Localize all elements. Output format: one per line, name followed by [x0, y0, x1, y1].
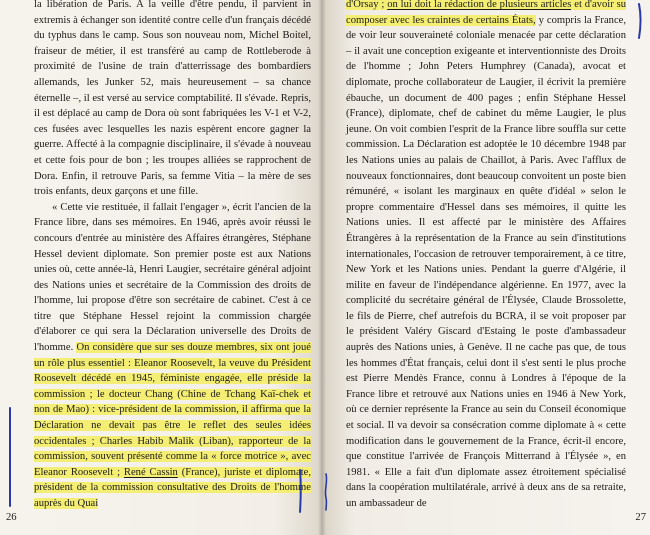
left-page-number: 26: [6, 512, 17, 523]
left-margin-line-mark: [9, 407, 11, 507]
right-margin-bracket-mark: [634, 2, 646, 42]
left-highlight-underlined: René Cassin: [123, 466, 178, 478]
right-paragraph-1-text: y compris la France, de voir leur souveraineté coloniale menacée par cette déclaration – il avait une conception exigeante et interventionniste des Droits de l'homme ; John Peters Humphrey (Canada), avocat et diplomate, proche collaborateur de Laugier, il écrivit la première ébauche, un document de 400 pages ; enfin Stéphane Hessel (France), diplomate, chef de cabinet du même Laugier, le plus jeune. On voit combien l'esprit de la France libre souffla sur cette commission. La Déclaration est adoptée le 10 décembre 1948 par les Nations unies au palais de Chaillot, à Paris. Avec l'afflux de nouveaux fonctionnaires, dont beaucoup convoitent un poste bien rémunéré, « isolant les marginaux en quête d'idéal » selon le propre commentaire d'Hessel dans ses mémoires, il quitte les Nations unies. Il est affecté par le ministère des Affaires Étrangères à la représentation de la France au sein d'institutions internationales, l'occasion de retrouver temporairement, à ce titre, New York et les Nations unies. Pendant la guerre d'Algérie, il milite en faveur de l'indépendance algérienne. En 1977, avec la complicité du secrétaire général de l'Élysée, Claude Brossolette, le fils de Pierre, chef autrefois du BCRA, il se voit proposer par le président Valéry Giscard d'Estaing le poste d'ambassadeur auprès des Nations unies, à Genève. Il ne cache pas que, de tous les hommes d'État français, celui dont il s'est senti le plus proche est Pierre Mendès France, connu à Londres à l'époque de la France libre et retrouvé aux Nations unies en 1946 à New York, où ce dernier représente la France au sein du Conseil économique et social. Il va devoir sa consécration comme diplomate à « cette modification dans le gouvernement de la France, écrit-il encore, que constitue l'arrivée de François Mitterrand à l'Élysée », en 1981. « Elle a fait d'un diplomate assez étroitement spécialisé dans la coopération multilatérale, arrivé à deux ans de sa retraite, un ambassadeur de: [346, 14, 626, 509]
right-margin-bracket-mark: [294, 468, 306, 516]
right-page-number: 27: [635, 512, 646, 523]
book-gutter: [318, 0, 326, 535]
right-highlight-underlined: on lui doit la rédaction de plusieurs articles: [387, 0, 572, 10]
left-page-text: [34, 0, 311, 512]
right-highlight-b: et d'avoir su composer avec les craintes de certains États,: [346, 0, 626, 26]
right-page: [322, 0, 650, 535]
left-paragraph-1: la libération de Paris. A la veille d'être pendu, il parvient in extremis à échanger son identité contre celle d'un français décédé du typhus dans le camp. Sous son nouveau nom, Michel Boitel, fraiseur de métier, il est transféré au camp de Rottleberode à proximité de l'usine de train d'atterrissage des bombardiers allemands, les Junker 52, mais heureusement – sa chance éternelle –, il est versé au service comptabilité. Il s'évade. Repris, il est déplacé au camp de Dora où sont fabriquées les V-1 et V-2, ces fusées avec lesquelles les nazis espèrent encore gagner la guerre. Affecté à la compagnie disciplinaire, il s'évade à nouveau et cette fois pour de bon ; les troupes alliées se rapprochent de Dora. Enfin, il retrouve Paris, sa femme Vitia – la mère de ses trois enfants, deux garçons et une fille.: [34, 0, 311, 198]
right-paragraph-1: [346, 0, 626, 512]
right-highlight-a: d'Orsay ;: [346, 0, 388, 10]
left-page: [0, 0, 322, 535]
left-highlight-b: (France), juriste et diplomate, président de la commission consultative des Droits de l'homme auprès du Quai: [34, 466, 312, 509]
right-page-text: [346, 0, 626, 512]
left-highlight-a: On considère que sur ses douze membres, six ont joué un rôle plus essentiel : Eleanor Roosevelt, la veuve du Président Roosevelt décédé en 1945, féministe engagée, elle préside la commission ; le docteur Chang (Chine de Tchang Kaï-chek et non de Mao) : vice-président de la commission, il affirma que la Déclaration ne devait pas être le reflet des seules idées occidentales ; Charles Habib Malik (Liban), rapporteur de la commission, souvent présenté comme la « force motrice », avec Eleanor Roosevelt ;: [34, 342, 311, 478]
left-paragraph-2: [34, 200, 311, 512]
left-paragraph-2-text: « Cette vie restituée, il fallait l'engager », écrit l'ancien de la France libre, dans ses mémoires. En 1946, après avoir réussi le concours d'entrée au ministère des Affaires étrangères, Stéphane Hessel devient diplomate. Son premier poste est aux Nations unies où, cette année-là, Henri Laugier, secrétaire général adjoint des Nations unies et secrétaire de la Commission des droits de l'homme, lui propose d'être son secrétaire de cabinet. C'est à ce titre que Stéphane Hessel rejoint la commission chargée d'élaborer ce qui sera la Déclaration universelle des Droits de l'homme.: [34, 201, 311, 354]
